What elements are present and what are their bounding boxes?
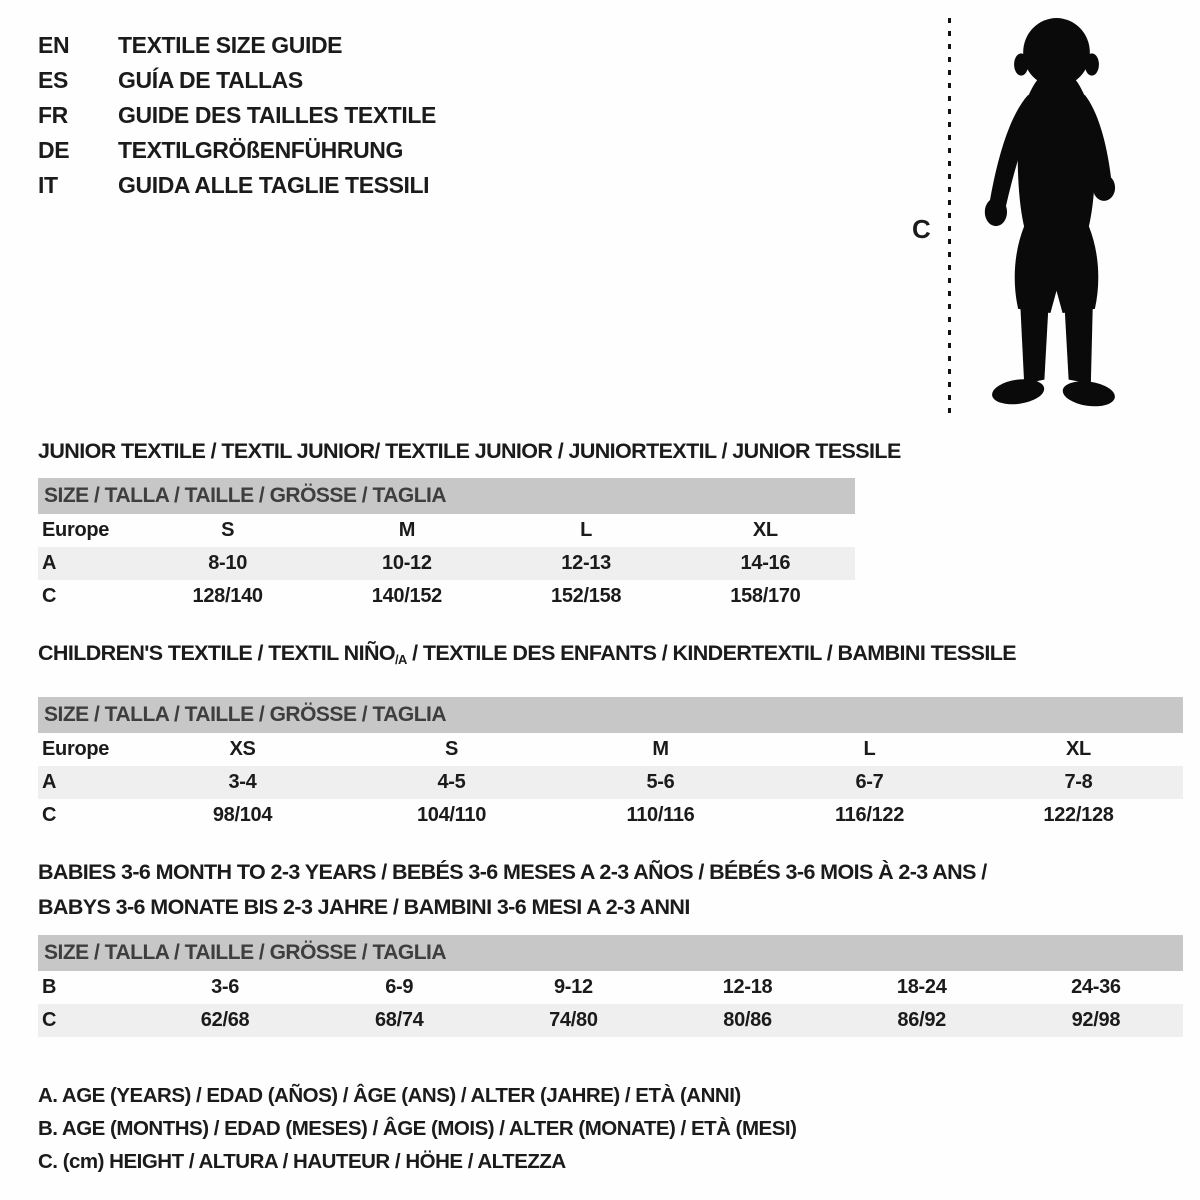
language-row-it (38, 168, 436, 203)
children-size-header-bar: SIZE / TALLA / TAILLE / GRÖSSE / TAGLIA (38, 697, 1183, 733)
size-cell: L (580, 519, 593, 541)
size-cell: L (863, 737, 876, 760)
legend-line-b: B. AGE (MONTHS) / EDAD (MESES) / ÂGE (MOIS) / ALTER (MONATE) / ETÀ (MESI) (38, 1116, 797, 1140)
babies-size-table (38, 971, 1183, 1037)
legend-line-c: C. (cm) HEIGHT / ALTURA / HAUTEUR / HÖHE / ALTEZZA (38, 1149, 566, 1173)
height-figure (908, 14, 1153, 418)
size-cell: 12-18 (722, 975, 773, 998)
language-row-de (38, 133, 436, 168)
row-label: A (42, 552, 57, 574)
language-code: FR (38, 102, 68, 128)
row-label: Europe (42, 519, 110, 541)
language-code: EN (38, 32, 70, 58)
legend-line-a: A. AGE (YEARS) / EDAD (AÑOS) / ÂGE (ANS) / ALTER (JAHRE) / ETÀ (ANNI) (38, 1083, 741, 1107)
language-title: GUIDA ALLE TAGLIE TESSILI (118, 172, 430, 198)
language-row-fr (38, 98, 436, 133)
table-row (38, 1004, 1183, 1037)
size-cell: 80/86 (723, 1008, 772, 1031)
babies-section-title-line2: BABYS 3-6 MONATE BIS 2-3 JAHRE / BAMBINI 3-6 MESI A 2-3 ANNI (38, 894, 690, 919)
size-cell: 3-4 (228, 770, 257, 793)
size-cell: M (398, 519, 416, 541)
size-cell: 12-13 (561, 552, 611, 574)
junior-section-title: JUNIOR TEXTILE / TEXTIL JUNIOR/ TEXTILE JUNIOR / JUNIORTEXTIL / JUNIOR TESSILE (38, 439, 901, 463)
size-cell: 74/80 (549, 1008, 598, 1031)
language-title: GUÍA DE TALLAS (118, 67, 303, 93)
junior-size-header-bar: SIZE / TALLA / TAILLE / GRÖSSE / TAGLIA (38, 478, 855, 514)
size-cell: 9-12 (553, 975, 593, 998)
size-cell: 3-6 (211, 975, 240, 998)
legend (38, 1079, 1200, 1178)
language-code: ES (38, 67, 68, 93)
size-cell: 4-5 (437, 770, 466, 793)
size-cell: 62/68 (200, 1008, 250, 1031)
size-cell: XL (752, 519, 778, 541)
size-cell: 24-36 (1071, 975, 1121, 998)
language-row-es (38, 63, 436, 98)
table-row (38, 971, 1183, 1004)
size-cell: 98/104 (212, 803, 273, 826)
size-cell: S (221, 519, 235, 541)
row-label: B (42, 975, 57, 998)
size-cell: M (652, 737, 669, 760)
size-cell: 8-10 (208, 552, 248, 574)
size-cell: 6-9 (385, 975, 414, 998)
language-title: GUIDE DES TAILLES TEXTILE (118, 102, 436, 128)
size-cell: 6-7 (855, 770, 884, 793)
row-label: A (42, 770, 57, 793)
language-title: TEXTILE SIZE GUIDE (118, 32, 343, 58)
table-row (38, 514, 855, 547)
size-cell: 116/122 (834, 803, 905, 826)
row-label: C (42, 803, 57, 826)
size-cell: XS (229, 737, 256, 760)
language-code: DE (38, 137, 70, 163)
junior-section (0, 438, 1200, 613)
language-code: IT (38, 172, 58, 198)
size-cell: XL (1066, 737, 1091, 760)
children-section (0, 640, 1200, 832)
language-list (38, 28, 436, 203)
babies-section (0, 855, 1200, 1037)
size-cell: 14-16 (740, 552, 791, 574)
children-section-title (38, 640, 1200, 673)
children-title-part2: / TEXTILE DES ENFANTS / KINDERTEXTIL / BAMBINI TESSILE (406, 641, 1016, 665)
babies-section-title-line1: BABIES 3-6 MONTH TO 2-3 YEARS / BEBÉS 3-6 MESES A 2-3 AÑOS / BÉBÉS 3-6 MOIS À 2-3 ANS / (38, 859, 987, 884)
size-cell: 92/98 (1071, 1008, 1121, 1031)
row-label: Europe (42, 737, 110, 760)
row-label: C (42, 1008, 57, 1031)
children-title-sub: /A (395, 651, 407, 667)
size-cell: 68/74 (374, 1008, 424, 1031)
size-cell: 10-12 (382, 552, 432, 574)
size-cell: 110/116 (626, 803, 695, 826)
size-cell: 7-8 (1064, 770, 1093, 793)
table-row (38, 733, 1183, 766)
table-row (38, 580, 855, 613)
size-cell: 152/158 (551, 585, 622, 607)
size-cell: 128/140 (192, 585, 263, 607)
size-cell: 122/128 (1043, 803, 1114, 826)
size-cell: 140/152 (371, 585, 442, 607)
size-cell: 5-6 (646, 770, 675, 793)
table-row (38, 766, 1183, 799)
header (0, 0, 1200, 430)
table-row (38, 547, 855, 580)
babies-size-header-bar: SIZE / TALLA / TAILLE / GRÖSSE / TAGLIA (38, 935, 1183, 971)
junior-size-table (38, 514, 855, 613)
language-row-en (38, 28, 436, 63)
size-cell: 158/170 (730, 585, 801, 607)
size-cell: 104/110 (416, 803, 487, 826)
dashed-measure-line-icon (948, 18, 951, 416)
children-size-table (38, 733, 1183, 832)
language-title: TEXTILGRÖßENFÜHRUNG (118, 137, 403, 163)
size-cell: S (444, 737, 459, 760)
table-row (38, 799, 1183, 832)
size-cell: 86/92 (897, 1008, 946, 1031)
row-label: C (42, 585, 57, 607)
measure-c-label: C (912, 214, 931, 244)
size-cell: 18-24 (896, 975, 947, 998)
toddler-silhouette-icon (966, 14, 1146, 418)
children-title-part1: CHILDREN'S TEXTILE / TEXTIL NIÑO (38, 641, 396, 665)
